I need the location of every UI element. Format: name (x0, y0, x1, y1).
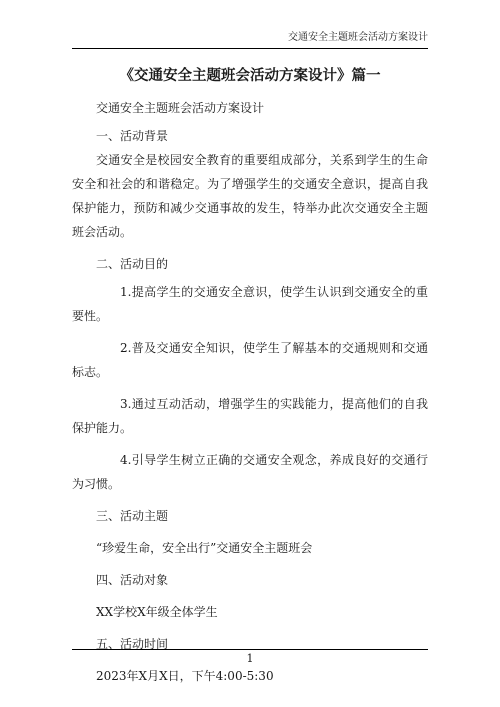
page-header (72, 30, 428, 49)
page-footer (72, 649, 428, 670)
goal-item-4: 4.引导学生树立正确的交通安全观念，养成良好的交通行为习惯。 (72, 453, 428, 491)
time-text: 2023年X月X日，下午4:00-5:30 (96, 669, 274, 683)
goal-item-2: 2.普及交通安全知识，使学生了解基本的交通规则和交通标志。 (72, 341, 428, 379)
section-heading-background: 一、活动背景 (96, 129, 169, 143)
section-heading-audience: 四、活动对象 (96, 573, 169, 587)
section-heading-goals: 二、活动目的 (96, 257, 169, 271)
page-number: 1 (246, 652, 254, 665)
document-subtitle: 交通安全主题班会活动方案设计 (96, 101, 265, 115)
goal-item-1: 1.提高学生的交通安全意识，使学生认识到交通安全的重要性。 (72, 285, 428, 323)
background-paragraph: 交通安全是校园安全教育的重要组成部分，关系到学生的生命安全和社会的和谐稳定。为了增强学生的交通安全意识，提高自我保护能力，预防和减少交通事故的发生，特举办此次交通安全主题班会活动。 (72, 153, 428, 239)
running-title: 交通安全主题班会活动方案设计 (288, 32, 428, 43)
document-title: 《交通安全主题班会活动方案设计》篇一 (119, 67, 381, 84)
section-heading-time: 五、活动时间 (96, 637, 169, 651)
document-body (72, 60, 428, 688)
theme-text: “珍爱生命，安全出行”交通安全主题班会 (96, 541, 313, 555)
audience-text: XX学校X年级全体学生 (96, 605, 218, 619)
section-heading-theme: 三、活动主题 (96, 509, 169, 523)
goal-item-3: 3.通过互动活动，增强学生的实践能力，提高他们的自我保护能力。 (72, 397, 428, 435)
